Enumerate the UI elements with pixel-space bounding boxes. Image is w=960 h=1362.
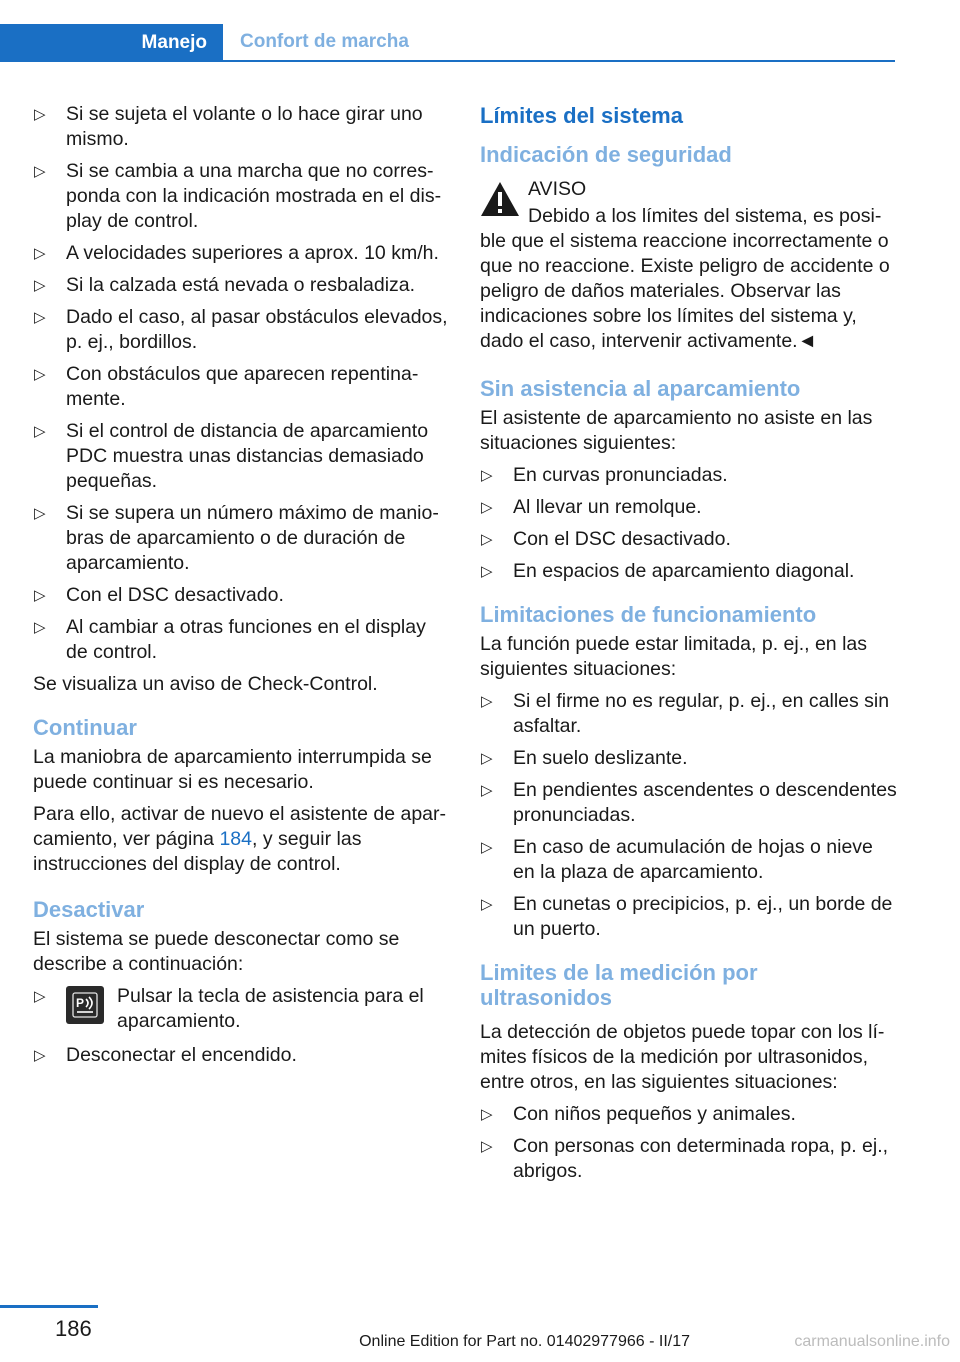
list-item (33, 583, 449, 608)
desactivar-list (33, 984, 449, 1068)
sin-asistencia-paragraph: El asistente de aparcamiento no asiste en las situaciones siguientes: (480, 407, 873, 454)
triangle-bullet-icon: ▷ (481, 693, 493, 710)
warning-text: Debido a los límites del sistema, es posible que el sistema reaccione incorrectamente o que no reaccione. Existe peligro de accidente o peligro de daños materiales. Observar las indicaciones sobre los límites del sistema y, dado el caso, intervenir activamente.◄ (480, 205, 890, 352)
continuar-text-after: , y seguir las instrucciones del display de control. (33, 828, 362, 875)
list-item (33, 273, 449, 298)
triangle-bullet-icon: ▷ (34, 366, 46, 383)
warning-triangle-icon (480, 181, 520, 217)
list-item (480, 835, 898, 885)
list-item-text: Si el firme no es regular, p. ej., en calles sin asfaltar. (513, 690, 890, 737)
list-item (33, 362, 449, 412)
list-item-text: En espacios de aparcamiento diagonal. (513, 560, 855, 582)
interruption-list (33, 102, 449, 665)
list-item-text: Dado el caso, al pasar obstáculos elevados, p. ej., bordillos. (66, 306, 448, 353)
sin-asistencia-list (480, 463, 898, 584)
list-item (33, 501, 449, 576)
list-item-text: Al cambiar a otras funciones en el display de control. (66, 616, 426, 663)
list-item-text: Con niños pequeños y animales. (513, 1103, 796, 1125)
list-item (33, 305, 449, 355)
list-item-text: Si el control de distancia de aparcamiento PDC muestra unas distancias demasiado pequeñas. (66, 420, 429, 492)
ignition-off-instruction: Desconectar el encendido. (66, 1044, 297, 1066)
triangle-bullet-icon: ▷ (34, 245, 46, 262)
list-item (33, 615, 449, 665)
desactivar-heading: Desactivar (33, 897, 145, 922)
continuar-paragraph-1: La maniobra de aparcamiento interrumpida se puede continuar si es necesario. (33, 746, 432, 793)
triangle-bullet-icon: ▷ (481, 499, 493, 516)
list-item-text: En pendientes ascendentes o descendentes pronunciadas. (513, 779, 897, 826)
triangle-bullet-icon: ▷ (481, 896, 493, 913)
list-item-text: Con el DSC desactivado. (513, 528, 731, 550)
ultrasonidos-heading: Limites de la medición por ultrasonidos (480, 960, 758, 1010)
limitaciones-heading: Limitaciones de funcionamiento (480, 602, 817, 627)
limitaciones-list (480, 689, 898, 942)
triangle-bullet-icon: ▷ (34, 277, 46, 294)
list-item-text: Si se cambia a una marcha que no corresponda con la indicación mostrada en el display de control. (66, 160, 442, 232)
list-item-text: En caso de acumulación de hojas o nieve en la plaza de aparcamiento. (513, 836, 873, 883)
triangle-bullet-icon: ▷ (481, 467, 493, 484)
edition-note: Online Edition for Part no. 01402977966 - II/17 (359, 1333, 690, 1350)
park-assist-instruction: Pulsar la tecla de asistencia para el aparcamiento. (117, 985, 424, 1032)
triangle-bullet-icon: ▷ (481, 839, 493, 856)
list-item (480, 495, 898, 520)
triangle-bullet-icon: ▷ (34, 587, 46, 604)
continuar-heading: Continuar (33, 715, 137, 740)
right-column (480, 102, 898, 1191)
list-item (480, 892, 898, 942)
triangle-bullet-icon: ▷ (481, 563, 493, 580)
ultrasonidos-paragraph: La detección de objetos puede topar con los límites físicos de la medición por ultrasonidos, entre otros, en las siguientes situaciones: (480, 1021, 885, 1093)
header-rule (0, 60, 895, 62)
tab-confort-de-marcha[interactable]: Confort de marcha (240, 31, 409, 52)
triangle-bullet-icon: ▷ (481, 782, 493, 799)
list-item (33, 1043, 449, 1068)
page-number: 186 (55, 1316, 92, 1341)
list-item-text: En cunetas o precipicios, p. ej., un borde de un puerto. (513, 893, 893, 940)
tab-manejo[interactable]: Manejo (0, 24, 223, 62)
warning-label: AVISO (528, 178, 587, 200)
list-item (33, 241, 449, 266)
triangle-bullet-icon: ▷ (34, 505, 46, 522)
triangle-bullet-icon: ▷ (34, 1047, 46, 1064)
list-item-text: Si se sujeta el volante o lo hace girar uno mismo. (66, 103, 423, 150)
list-item (480, 1102, 898, 1127)
triangle-bullet-icon: ▷ (481, 531, 493, 548)
list-item-text: En suelo deslizante. (513, 747, 688, 769)
warning-block (480, 177, 898, 202)
limitaciones-paragraph: La función puede estar limitada, p. ej., en las siguientes situaciones: (480, 633, 867, 680)
triangle-bullet-icon: ▷ (481, 750, 493, 767)
list-item-text: Si la calzada está nevada o resbaladiza. (66, 274, 416, 296)
list-item-text: Con personas con determinada ropa, p. ej., abrigos. (513, 1135, 889, 1182)
triangle-bullet-icon: ▷ (34, 309, 46, 326)
watermark: carmanualsonline.info (794, 1333, 950, 1350)
triangle-bullet-icon: ▷ (34, 106, 46, 123)
list-item (480, 1134, 898, 1184)
triangle-bullet-icon: ▷ (34, 423, 46, 440)
list-item-text: Con el DSC desactivado. (66, 584, 284, 606)
desactivar-paragraph: El sistema se puede desconectar como se describe a continuación: (33, 928, 400, 975)
ultrasonidos-list (480, 1102, 898, 1184)
chapter-header (0, 24, 895, 62)
list-item (480, 527, 898, 552)
check-control-note: Se visualiza un aviso de Check-Control. (33, 673, 378, 695)
park-assist-button-icon (66, 986, 104, 1024)
triangle-bullet-icon: ▷ (481, 1138, 493, 1155)
list-item (33, 984, 449, 1034)
triangle-bullet-icon: ▷ (34, 988, 46, 1005)
list-item (480, 559, 898, 584)
triangle-bullet-icon: ▷ (34, 619, 46, 636)
list-item-text: A velocidades superiores a aprox. 10 km/h. (66, 242, 439, 264)
safety-subheading: Indicación de seguridad (480, 142, 732, 167)
continuar-text-before: Para ello, activar de nuevo el asistente de aparcamiento, ver página (33, 803, 447, 850)
list-item-text: En curvas pronunciadas. (513, 464, 728, 486)
triangle-bullet-icon: ▷ (481, 1106, 493, 1123)
list-item-text: Con obstáculos que aparecen repentinamente. (66, 363, 419, 410)
list-item (480, 746, 898, 771)
list-item-text: Al llevar un remolque. (513, 496, 702, 518)
limites-heading: Límites del sistema (480, 103, 683, 128)
list-item (33, 102, 449, 152)
list-item-text: Si se supera un número máximo de maniobras de aparcamiento o de duración de aparcamiento. (66, 502, 439, 574)
list-item (480, 778, 898, 828)
footer-rule (0, 1305, 98, 1308)
svg-text:P: P (76, 996, 85, 1010)
list-item (33, 419, 449, 494)
continuar-paragraph-2 (33, 802, 449, 877)
park-assist-button-item (66, 984, 449, 1034)
page-link-184[interactable]: 184 (219, 828, 252, 850)
list-item (480, 689, 898, 739)
list-item (480, 463, 898, 488)
left-column (33, 102, 449, 1075)
sin-asistencia-heading: Sin asistencia al aparcamiento (480, 376, 801, 401)
list-item (33, 159, 449, 234)
triangle-bullet-icon: ▷ (34, 163, 46, 180)
